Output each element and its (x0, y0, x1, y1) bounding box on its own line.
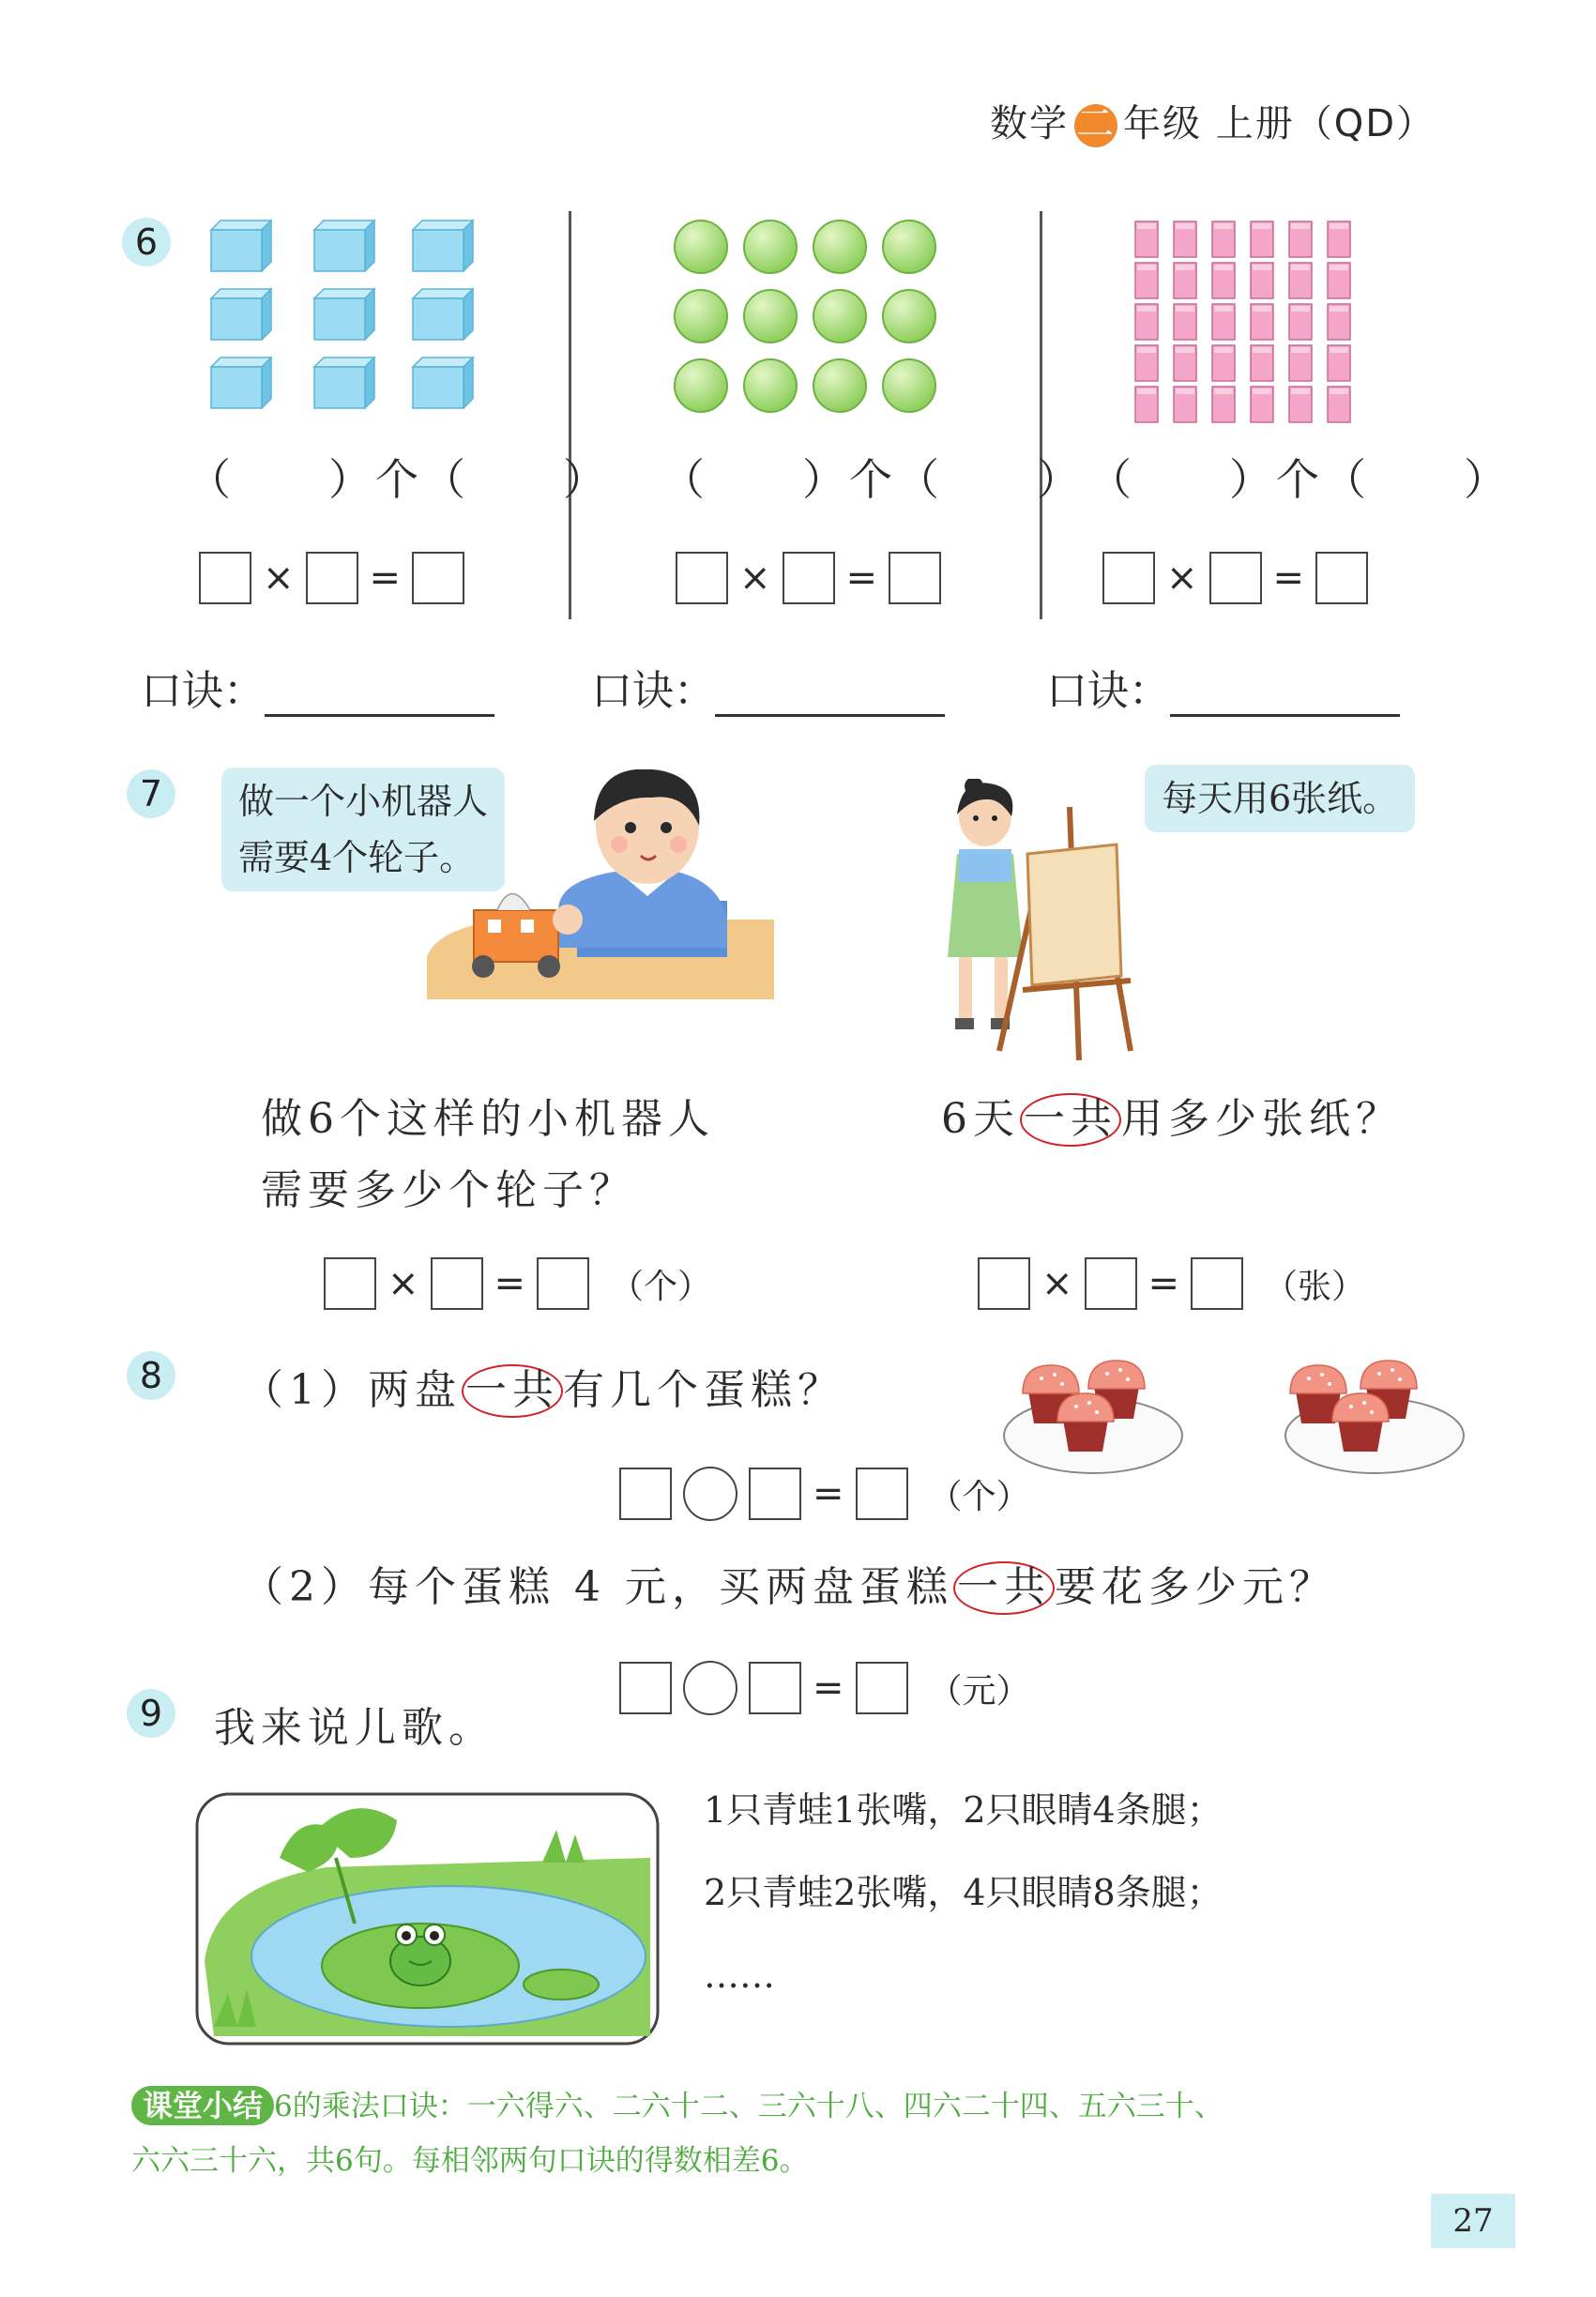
koujue-answer: 口诀： (141, 657, 494, 717)
question-number-6: 6 (122, 218, 171, 266)
answer-box[interactable] (889, 552, 941, 604)
multiplication-equation: × = (1102, 552, 1368, 604)
equation-with-operator: = （元） (619, 1661, 1030, 1715)
answer-box[interactable] (1085, 1257, 1137, 1310)
count-blanks: （ ）个（ ） (188, 454, 610, 505)
question-9-title: 我来说儿歌。 (214, 1704, 495, 1752)
multiplication-equation: × = (199, 552, 464, 604)
question-8-part-2: （2）每个蛋糕 4 元，买两盘蛋糕一共要花多少元？ (242, 1553, 1336, 1615)
answer-box[interactable] (783, 552, 835, 604)
girl-easel-illustration (929, 779, 1154, 1070)
question-8-part-1: （1）两盘一共有几个蛋糕？ (242, 1356, 844, 1418)
answer-box[interactable] (324, 1257, 376, 1310)
cake-plates-image (999, 1342, 1525, 1478)
answer-box[interactable] (306, 552, 358, 604)
answer-box[interactable] (1191, 1257, 1243, 1310)
answer-box[interactable] (431, 1257, 483, 1310)
answer-box[interactable] (537, 1257, 589, 1310)
answer-box[interactable] (749, 1662, 801, 1714)
answer-box[interactable] (1209, 552, 1262, 604)
multiplication-equation: × = (676, 552, 941, 604)
koujue-answer: 口诀： (591, 657, 945, 717)
multiplication-equation: × = （个） (324, 1257, 711, 1310)
summary-tag: 课堂小结 (131, 2086, 274, 2125)
girl-speech-bubble: 每天用6张纸。 (1145, 765, 1415, 832)
answer-line[interactable] (265, 678, 494, 717)
answer-line[interactable] (715, 678, 945, 717)
frog-pond-illustration (195, 1792, 660, 2046)
boy-speech-bubble: 做一个小机器人 需要4个轮子。 (221, 768, 505, 891)
answer-box[interactable] (856, 1468, 908, 1520)
ball-array-image (666, 216, 948, 422)
count-blanks: （ ）个（ ） (1088, 454, 1511, 505)
circled-keyword: 一共 (462, 1364, 563, 1418)
question-number-7: 7 (127, 769, 175, 818)
question-number-9: 9 (127, 1689, 175, 1738)
circled-keyword: 一共 (953, 1561, 1055, 1615)
question-7-right-text: 6天一共用多少张纸？ (941, 1084, 1403, 1155)
cube-array-image (197, 211, 497, 418)
page-number: 27 (1431, 2194, 1515, 2248)
answer-box[interactable] (1102, 552, 1155, 604)
operator-circle[interactable] (683, 1467, 737, 1521)
count-blanks: （ ）个（ ） (661, 454, 1084, 505)
grade-badge: 二 (1076, 102, 1116, 145)
answer-box[interactable] (199, 552, 251, 604)
operator-circle[interactable] (683, 1661, 737, 1715)
answer-line[interactable] (1170, 678, 1400, 717)
question-number-8: 8 (127, 1351, 175, 1400)
answer-box[interactable] (619, 1468, 672, 1520)
column-divider (1040, 211, 1042, 619)
answer-box[interactable] (619, 1662, 672, 1714)
multiplication-equation: × = （张） (978, 1257, 1365, 1310)
circled-keyword: 一共 (1020, 1093, 1121, 1147)
answer-box[interactable] (749, 1468, 801, 1520)
rhyme-lines: 1只青蛙1张嘴，2只眼睛4条腿； 2只青蛙2张嘴，4只眼睛8条腿； …… (704, 1789, 1223, 1996)
page-header: 数学 二 年级 上册（QD） (990, 102, 1436, 145)
question-7-left-text: 做6个这样的小机器人 需要多少个轮子？ (261, 1095, 715, 1214)
answer-box[interactable] (676, 552, 728, 604)
equation-with-operator: = （个） (619, 1467, 1030, 1521)
boy-robot-illustration (418, 769, 783, 999)
answer-box[interactable] (978, 1257, 1030, 1310)
koujue-answer: 口诀： (1046, 657, 1400, 717)
lesson-summary: 课堂小结 6的乘法口诀：一六得六、二六十二、三六十八、四六二十四、五六三十、 六六三十六，共6句。每相邻两句口诀的得数相差6。 (131, 2088, 1224, 2178)
rectangle-array-image (1131, 218, 1365, 434)
column-divider (569, 211, 571, 619)
answer-box[interactable] (412, 552, 464, 604)
answer-box[interactable] (1315, 552, 1368, 604)
answer-box[interactable] (856, 1662, 908, 1714)
